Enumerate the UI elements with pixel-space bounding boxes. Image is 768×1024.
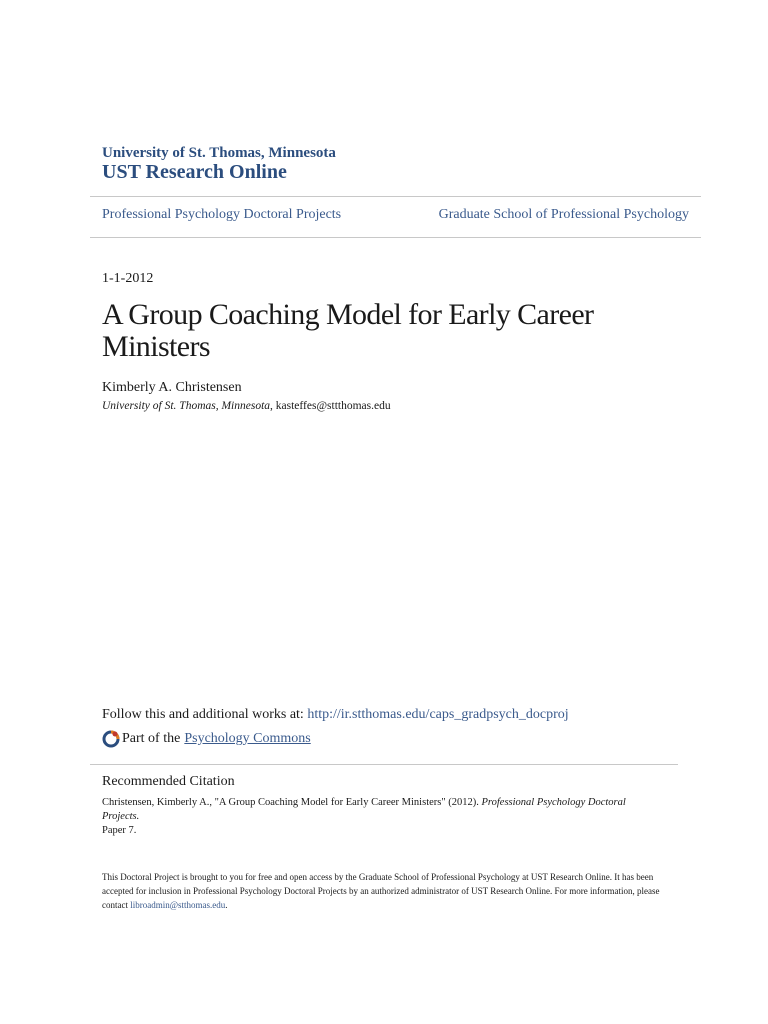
- part-of-text: Part of the: [122, 731, 181, 746]
- repository-name[interactable]: UST Research Online: [102, 161, 287, 183]
- follow-line: [102, 707, 569, 723]
- psychology-commons-link[interactable]: Psychology Commons: [184, 731, 311, 746]
- department-link[interactable]: Graduate School of Professional Psychology: [438, 207, 689, 222]
- document-title: A Group Coaching Model for Early Career Ministers: [102, 298, 594, 363]
- follow-url-link[interactable]: http://ir.stthomas.edu/caps_gradpsych_docproj: [307, 707, 569, 722]
- citation-paper: Paper 7.: [102, 825, 137, 836]
- part-of-line: [102, 730, 311, 748]
- author-name: Kimberly A. Christensen: [102, 380, 242, 395]
- follow-text: Follow this and additional works at:: [102, 707, 308, 722]
- institution-name: University of St. Thomas, Minnesota: [102, 145, 336, 161]
- citation-series: Professional Psychology Doctoral Projects.: [102, 797, 626, 822]
- collection-link[interactable]: Professional Psychology Doctoral Projects: [102, 207, 342, 222]
- author-email[interactable]: kasteffes@sttthomas.edu: [275, 400, 391, 412]
- author-affiliation: University of St. Thomas, Minnesota, kasteffes@sttthomas.edu: [102, 400, 391, 412]
- digital-commons-network-icon: [102, 730, 120, 748]
- citation-text: [102, 796, 662, 838]
- access-notice: [102, 870, 662, 912]
- publication-date: 1-1-2012: [102, 271, 154, 286]
- citation-main: Christensen, Kimberly A., "A Group Coaching Model for Early Career Ministers" (2012).: [102, 797, 482, 808]
- header-divider-bottom: [90, 237, 701, 238]
- notice-text: This Doctoral Project is brought to you for free and open access by the Graduate School of Professional Psychology at UST Research Online. It has been accepted for inclusion in Professional Psychology Doctoral Projects by an authorized administrator of UST Research Online. For more information, please contact: [102, 872, 660, 910]
- affiliation-text: University of St. Thomas, Minnesota: [102, 400, 271, 412]
- citation-heading: Recommended Citation: [102, 774, 235, 789]
- notice-end: .: [225, 900, 228, 910]
- contact-email-link[interactable]: libroadmin@stthomas.edu: [130, 900, 226, 910]
- citation-divider: [90, 764, 678, 765]
- header-divider-top: [90, 196, 701, 197]
